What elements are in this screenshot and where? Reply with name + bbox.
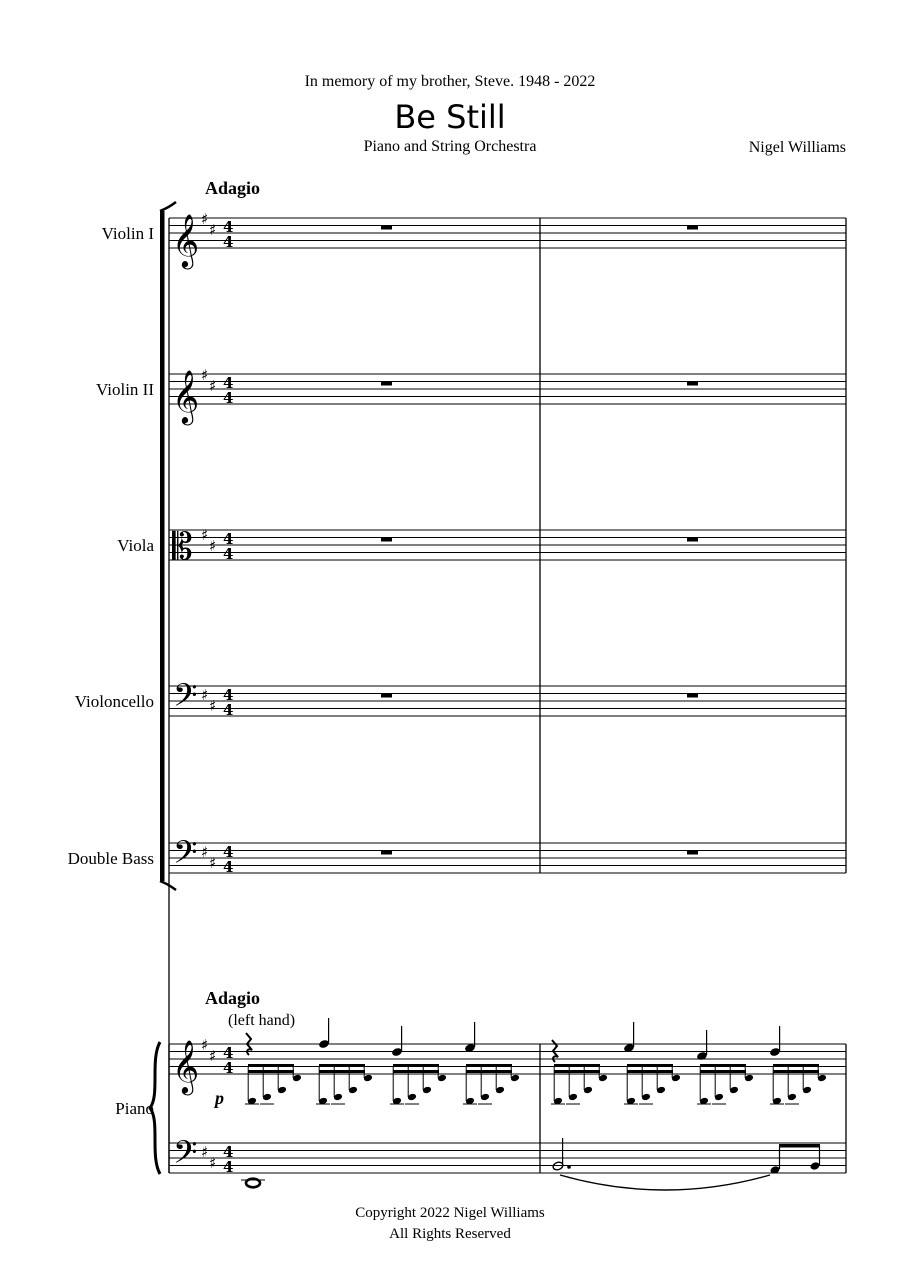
violin-1-treble-clef-icon: 𝄞 — [172, 213, 200, 267]
piano-bass-bass-clef-icon: 𝄢 — [173, 1134, 198, 1178]
violoncello-time-signature-bottom: 4 — [223, 701, 234, 719]
piece-title: Be Still — [394, 98, 506, 136]
violoncello-key-sharp-f-icon: ♯ — [201, 686, 209, 704]
piano-m2-sixteenth-group-3-beam-1 — [700, 1064, 746, 1067]
strings-bracket-bottom-hook — [160, 881, 176, 890]
violin-2-measure-2-whole-rest — [687, 382, 698, 386]
strings-bracket-top-hook — [160, 202, 176, 211]
dynamic-piano-marking: p — [215, 1088, 224, 1108]
strings-bracket — [160, 211, 165, 881]
instrument-label-viola: Viola — [117, 536, 154, 555]
violin-2-time-signature-bottom: 4 — [223, 389, 234, 407]
double-bass-bass-clef-icon: 𝄢 — [173, 834, 198, 878]
double-bass-time-signature-top: 4 — [223, 843, 234, 861]
violin-2-measure-1-whole-rest — [381, 382, 392, 386]
double-bass-measure-1-whole-rest — [381, 851, 392, 855]
piano-m1-sixteenth-group-2-beam-1 — [319, 1064, 365, 1067]
double-bass-key-sharp-c-icon: ♯ — [209, 854, 217, 872]
violin-1-key-sharp-f-icon: ♯ — [201, 210, 209, 228]
piano-m2-sixteenth-group-1-beam-1 — [554, 1064, 600, 1067]
violin-1-measure-1-whole-rest — [381, 226, 392, 230]
piano-left-hand-instruction: (left hand) — [228, 1012, 296, 1029]
piano-m1-sixteenth-group-3-beam-1 — [393, 1064, 439, 1067]
piano-brace — [150, 1042, 160, 1174]
instrument-label-piano: Piano — [115, 1099, 154, 1118]
piano-m1-sixteenth-group-1-beam-2 — [248, 1070, 294, 1073]
piece-subtitle: Piano and String Orchestra — [363, 138, 537, 155]
double-bass-time-signature-bottom: 4 — [223, 858, 234, 876]
viola-key-sharp-f-icon: ♯ — [201, 526, 209, 544]
piano-treble-treble-clef-icon: 𝄞 — [172, 1039, 200, 1093]
instrument-label-violin-2: Violin II — [96, 380, 154, 399]
piano-treble-key-sharp-f-icon: ♯ — [201, 1036, 209, 1054]
piano-m2-bass-eighth-beam — [779, 1144, 820, 1148]
instrument-label-violoncello: Violoncello — [74, 692, 154, 711]
violin-1-time-signature-bottom: 4 — [223, 233, 234, 251]
piano-treble-time-signature-top: 4 — [223, 1044, 234, 1062]
violin-2-treble-clef-icon: 𝄞 — [172, 369, 200, 423]
viola-measure-2-whole-rest — [687, 538, 698, 542]
piano-m1-sixteenth-group-1-beam-1 — [248, 1064, 294, 1067]
piano-m2-sixteenth-group-4-beam-2 — [773, 1070, 819, 1073]
violin-2-key-sharp-c-icon: ♯ — [209, 377, 217, 395]
double-bass-measure-2-whole-rest — [687, 851, 698, 855]
piano-m2-bass-eighth-2 — [810, 1161, 821, 1171]
viola-alto-clef-icon: 𝄡 — [172, 525, 193, 568]
piano-m1-sixteenth-group-4-beam-1 — [466, 1064, 512, 1067]
piano-bass-key-sharp-c-icon: ♯ — [209, 1154, 217, 1172]
piano-m1-sixteenth-group-2-beam-2 — [319, 1070, 365, 1073]
dedication: In memory of my brother, Steve. 1948 - 2022 — [304, 73, 596, 90]
instrument-label-violin-1: Violin I — [101, 224, 154, 243]
piano-m2-sixteenth-group-4-beam-1 — [773, 1064, 819, 1067]
strings-tempo-marking: Adagio — [205, 178, 261, 198]
violin-2-key-sharp-f-icon: ♯ — [201, 366, 209, 384]
piano-m2-bass-tie — [560, 1175, 770, 1190]
piano-bass-time-signature-top: 4 — [223, 1143, 234, 1161]
viola-time-signature-bottom: 4 — [223, 545, 234, 563]
piano-m1-sixteenth-group-3-beam-2 — [393, 1070, 439, 1073]
violoncello-time-signature-top: 4 — [223, 686, 234, 704]
viola-measure-1-whole-rest — [381, 538, 392, 542]
violoncello-bass-clef-icon: 𝄢 — [173, 677, 198, 721]
piano-m1-bass-whole-note — [246, 1179, 260, 1188]
piano-treble-key-sharp-c-icon: ♯ — [209, 1047, 217, 1065]
piano-treble-time-signature-bottom: 4 — [223, 1059, 234, 1077]
piano-m2-bass-augmentation-dot — [567, 1165, 571, 1169]
violoncello-key-sharp-c-icon: ♯ — [209, 697, 217, 715]
piano-bass-time-signature-bottom: 4 — [223, 1158, 234, 1176]
violoncello-measure-1-whole-rest — [381, 694, 392, 698]
viola-time-signature-top: 4 — [223, 530, 234, 548]
violin-1-measure-2-whole-rest — [687, 226, 698, 230]
piano-tempo-marking: Adagio — [205, 988, 261, 1008]
piano-m2-sixteenth-group-2-beam-1 — [627, 1064, 673, 1067]
copyright-notice: Copyright 2022 Nigel Williams — [355, 1205, 545, 1221]
violin-1-key-sharp-c-icon: ♯ — [209, 221, 217, 239]
violin-2-time-signature-top: 4 — [223, 374, 234, 392]
violin-1-time-signature-top: 4 — [223, 218, 234, 236]
piano-m1-sixteenth-group-4-beam-2 — [466, 1070, 512, 1073]
viola-key-sharp-c-icon: ♯ — [209, 537, 217, 555]
violoncello-measure-2-whole-rest — [687, 694, 698, 698]
composer-name: Nigel Williams — [748, 139, 846, 156]
piano-m2-sixteenth-group-1-beam-2 — [554, 1070, 600, 1073]
piano-m2-sixteenth-group-2-beam-2 — [627, 1070, 673, 1073]
piano-m2-sixteenth-group-3-beam-2 — [700, 1070, 746, 1073]
piano-bass-key-sharp-f-icon: ♯ — [201, 1143, 209, 1161]
rights-notice: All Rights Reserved — [389, 1226, 511, 1242]
instrument-label-double-bass: Double Bass — [67, 849, 154, 868]
double-bass-key-sharp-f-icon: ♯ — [201, 843, 209, 861]
